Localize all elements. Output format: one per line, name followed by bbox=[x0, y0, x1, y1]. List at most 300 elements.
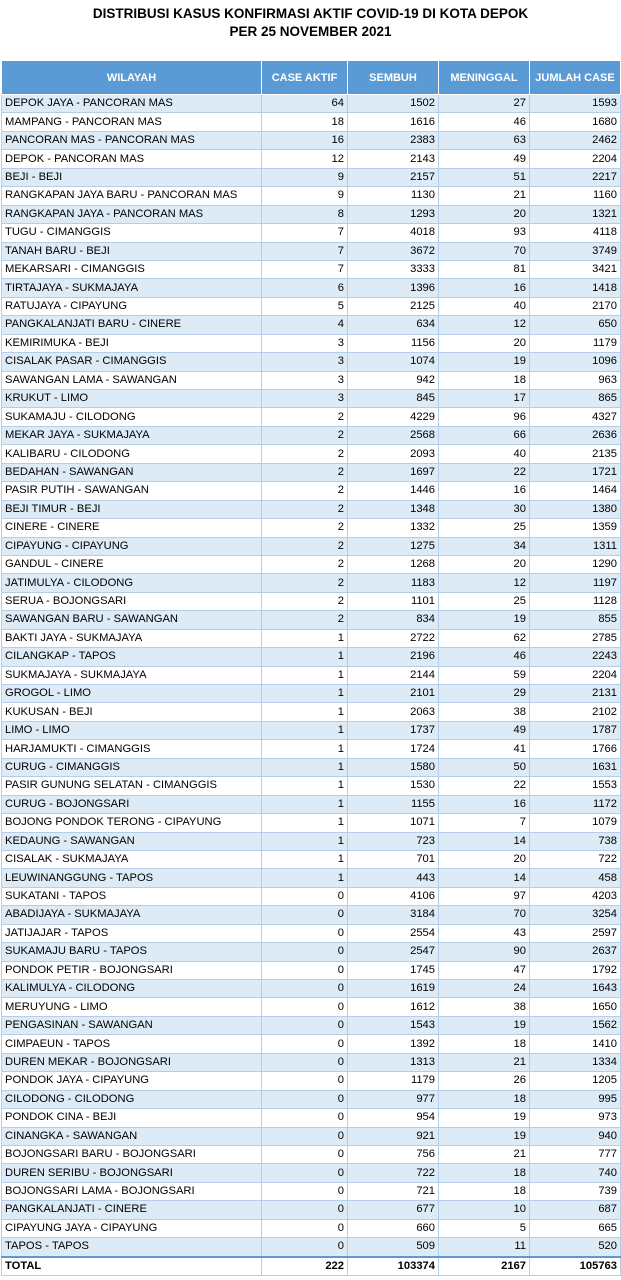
sembuh-cell: 3333 bbox=[348, 260, 439, 278]
table-row bbox=[2, 445, 621, 463]
wilayah-cell: MAMPANG - PANCORAN MAS bbox=[2, 113, 262, 131]
sembuh-cell: 1612 bbox=[348, 998, 439, 1016]
wilayah-cell: CINERE - CINERE bbox=[2, 519, 262, 537]
sembuh-cell: 1737 bbox=[348, 721, 439, 739]
table-row bbox=[2, 777, 621, 795]
case-aktif-cell: 2 bbox=[262, 408, 348, 426]
sembuh-cell: 1616 bbox=[348, 113, 439, 131]
wilayah-cell: PASIR GUNUNG SELATAN - CIMANGGIS bbox=[2, 777, 262, 795]
case-aktif-cell: 2 bbox=[262, 482, 348, 500]
wilayah-cell: DEPOK - PANCORAN MAS bbox=[2, 150, 262, 168]
case-aktif-cell: 1 bbox=[262, 740, 348, 758]
wilayah-cell: KRUKUT - LIMO bbox=[2, 390, 262, 408]
meninggal-cell: 29 bbox=[439, 685, 530, 703]
table-row bbox=[2, 1016, 621, 1034]
case-aktif-cell: 2 bbox=[262, 500, 348, 518]
sembuh-cell: 2144 bbox=[348, 666, 439, 684]
wilayah-cell: BEJI TIMUR - BEJI bbox=[2, 500, 262, 518]
table-row bbox=[2, 998, 621, 1016]
wilayah-cell: KALIMULYA - CILODONG bbox=[2, 980, 262, 998]
table-row bbox=[2, 297, 621, 315]
jumlah-case-cell: 1311 bbox=[530, 537, 621, 555]
jumlah-case-cell: 1562 bbox=[530, 1016, 621, 1034]
table-row bbox=[2, 814, 621, 832]
table-row bbox=[2, 371, 621, 389]
case-aktif-cell: 0 bbox=[262, 943, 348, 961]
table-body bbox=[2, 95, 621, 1257]
meninggal-cell: 18 bbox=[439, 371, 530, 389]
jumlah-case-cell: 687 bbox=[530, 1201, 621, 1219]
sembuh-cell: 721 bbox=[348, 1182, 439, 1200]
jumlah-case-cell: 1464 bbox=[530, 482, 621, 500]
case-aktif-cell: 1 bbox=[262, 758, 348, 776]
table-row bbox=[2, 1145, 621, 1163]
wilayah-cell: MEKAR JAYA - SUKMAJAYA bbox=[2, 426, 262, 444]
wilayah-cell: PANGKALANJATI BARU - CINERE bbox=[2, 316, 262, 334]
total-sembuh: 103374 bbox=[348, 1257, 439, 1276]
case-aktif-cell: 7 bbox=[262, 242, 348, 260]
sembuh-cell: 2101 bbox=[348, 685, 439, 703]
wilayah-cell: SAWANGAN BARU - SAWANGAN bbox=[2, 611, 262, 629]
col-header-case-aktif: CASE AKTIF bbox=[262, 61, 348, 95]
jumlah-case-cell: 1179 bbox=[530, 334, 621, 352]
table-row bbox=[2, 1201, 621, 1219]
jumlah-case-cell: 1321 bbox=[530, 205, 621, 223]
table-row bbox=[2, 924, 621, 942]
case-aktif-cell: 0 bbox=[262, 1053, 348, 1071]
wilayah-cell: TANAH BARU - BEJI bbox=[2, 242, 262, 260]
meninggal-cell: 49 bbox=[439, 150, 530, 168]
sembuh-cell: 4229 bbox=[348, 408, 439, 426]
jumlah-case-cell: 1721 bbox=[530, 463, 621, 481]
total-row bbox=[2, 1257, 621, 1276]
jumlah-case-cell: 739 bbox=[530, 1182, 621, 1200]
wilayah-cell: MERUYUNG - LIMO bbox=[2, 998, 262, 1016]
sembuh-cell: 834 bbox=[348, 611, 439, 629]
jumlah-case-cell: 1650 bbox=[530, 998, 621, 1016]
sembuh-cell: 1745 bbox=[348, 961, 439, 979]
case-aktif-cell: 12 bbox=[262, 150, 348, 168]
jumlah-case-cell: 2131 bbox=[530, 685, 621, 703]
sembuh-cell: 1074 bbox=[348, 353, 439, 371]
case-aktif-cell: 1 bbox=[262, 685, 348, 703]
wilayah-cell: KEDAUNG - SAWANGAN bbox=[2, 832, 262, 850]
case-aktif-cell: 2 bbox=[262, 519, 348, 537]
wilayah-cell: DUREN MEKAR - BOJONGSARI bbox=[2, 1053, 262, 1071]
sembuh-cell: 1101 bbox=[348, 592, 439, 610]
wilayah-cell: SERUA - BOJONGSARI bbox=[2, 592, 262, 610]
jumlah-case-cell: 1197 bbox=[530, 574, 621, 592]
jumlah-case-cell: 1787 bbox=[530, 721, 621, 739]
meninggal-cell: 38 bbox=[439, 998, 530, 1016]
sembuh-cell: 1530 bbox=[348, 777, 439, 795]
jumlah-case-cell: 1766 bbox=[530, 740, 621, 758]
meninggal-cell: 41 bbox=[439, 740, 530, 758]
meninggal-cell: 93 bbox=[439, 224, 530, 242]
title-line-1: DISTRIBUSI KASUS KONFIRMASI AKTIF COVID-19 DI KOTA DEPOK bbox=[92, 6, 529, 21]
wilayah-cell: PENGASINAN - SAWANGAN bbox=[2, 1016, 262, 1034]
table-row bbox=[2, 279, 621, 297]
sembuh-cell: 1543 bbox=[348, 1016, 439, 1034]
case-aktif-cell: 18 bbox=[262, 113, 348, 131]
sembuh-cell: 4106 bbox=[348, 887, 439, 905]
meninggal-cell: 63 bbox=[439, 131, 530, 149]
wilayah-cell: HARJAMUKTI - CIMANGGIS bbox=[2, 740, 262, 758]
table-row bbox=[2, 150, 621, 168]
jumlah-case-cell: 1643 bbox=[530, 980, 621, 998]
meninggal-cell: 40 bbox=[439, 445, 530, 463]
case-aktif-cell: 8 bbox=[262, 205, 348, 223]
case-aktif-cell: 6 bbox=[262, 279, 348, 297]
jumlah-case-cell: 1096 bbox=[530, 353, 621, 371]
wilayah-cell: CIPAYUNG - CIPAYUNG bbox=[2, 537, 262, 555]
table-row bbox=[2, 629, 621, 647]
sembuh-cell: 845 bbox=[348, 390, 439, 408]
table-row bbox=[2, 961, 621, 979]
case-aktif-cell: 3 bbox=[262, 353, 348, 371]
case-aktif-cell: 1 bbox=[262, 648, 348, 666]
case-aktif-cell: 1 bbox=[262, 850, 348, 868]
jumlah-case-cell: 722 bbox=[530, 850, 621, 868]
table-row bbox=[2, 1109, 621, 1127]
table-row bbox=[2, 980, 621, 998]
wilayah-cell: CILODONG - CILODONG bbox=[2, 1090, 262, 1108]
case-aktif-cell: 0 bbox=[262, 1182, 348, 1200]
jumlah-case-cell: 777 bbox=[530, 1145, 621, 1163]
col-header-jumlah-case: JUMLAH CASE bbox=[530, 61, 621, 95]
total-label: TOTAL bbox=[2, 1257, 262, 1276]
wilayah-cell: ABADIJAYA - SUKMAJAYA bbox=[2, 906, 262, 924]
table-row bbox=[2, 832, 621, 850]
table-row bbox=[2, 1035, 621, 1053]
meninggal-cell: 21 bbox=[439, 1053, 530, 1071]
meninggal-cell: 62 bbox=[439, 629, 530, 647]
sembuh-cell: 509 bbox=[348, 1238, 439, 1257]
meninggal-cell: 16 bbox=[439, 279, 530, 297]
jumlah-case-cell: 1631 bbox=[530, 758, 621, 776]
jumlah-case-cell: 2170 bbox=[530, 297, 621, 315]
sembuh-cell: 1332 bbox=[348, 519, 439, 537]
jumlah-case-cell: 2243 bbox=[530, 648, 621, 666]
table-row bbox=[2, 95, 621, 113]
report-title bbox=[0, 0, 621, 55]
case-aktif-cell: 2 bbox=[262, 445, 348, 463]
wilayah-cell: DUREN SERIBU - BOJONGSARI bbox=[2, 1164, 262, 1182]
sembuh-cell: 1313 bbox=[348, 1053, 439, 1071]
wilayah-cell: CISALAK - SUKMAJAYA bbox=[2, 850, 262, 868]
table-row bbox=[2, 1090, 621, 1108]
table-row bbox=[2, 408, 621, 426]
meninggal-cell: 18 bbox=[439, 1182, 530, 1200]
wilayah-cell: LEUWINANGGUNG - TAPOS bbox=[2, 869, 262, 887]
meninggal-cell: 14 bbox=[439, 832, 530, 850]
meninggal-cell: 24 bbox=[439, 980, 530, 998]
meninggal-cell: 7 bbox=[439, 814, 530, 832]
jumlah-case-cell: 865 bbox=[530, 390, 621, 408]
case-aktif-cell: 0 bbox=[262, 998, 348, 1016]
jumlah-case-cell: 4203 bbox=[530, 887, 621, 905]
case-aktif-cell: 0 bbox=[262, 1145, 348, 1163]
wilayah-cell: BOJONGSARI BARU - BOJONGSARI bbox=[2, 1145, 262, 1163]
wilayah-cell: GANDUL - CINERE bbox=[2, 555, 262, 573]
wilayah-cell: BAKTI JAYA - SUKMAJAYA bbox=[2, 629, 262, 647]
sembuh-cell: 1396 bbox=[348, 279, 439, 297]
jumlah-case-cell: 1172 bbox=[530, 795, 621, 813]
meninggal-cell: 22 bbox=[439, 463, 530, 481]
case-aktif-cell: 0 bbox=[262, 1201, 348, 1219]
wilayah-cell: JATIJAJAR - TAPOS bbox=[2, 924, 262, 942]
table-row bbox=[2, 1219, 621, 1237]
meninggal-cell: 66 bbox=[439, 426, 530, 444]
wilayah-cell: KALIBARU - CILODONG bbox=[2, 445, 262, 463]
meninggal-cell: 21 bbox=[439, 187, 530, 205]
table-row bbox=[2, 685, 621, 703]
jumlah-case-cell: 1380 bbox=[530, 500, 621, 518]
meninggal-cell: 11 bbox=[439, 1238, 530, 1257]
meninggal-cell: 10 bbox=[439, 1201, 530, 1219]
meninggal-cell: 38 bbox=[439, 703, 530, 721]
case-aktif-cell: 0 bbox=[262, 1090, 348, 1108]
meninggal-cell: 46 bbox=[439, 113, 530, 131]
meninggal-cell: 97 bbox=[439, 887, 530, 905]
jumlah-case-cell: 650 bbox=[530, 316, 621, 334]
jumlah-case-cell: 1792 bbox=[530, 961, 621, 979]
meninggal-cell: 46 bbox=[439, 648, 530, 666]
sembuh-cell: 954 bbox=[348, 1109, 439, 1127]
sembuh-cell: 1446 bbox=[348, 482, 439, 500]
sembuh-cell: 1155 bbox=[348, 795, 439, 813]
table-row bbox=[2, 906, 621, 924]
sembuh-cell: 2722 bbox=[348, 629, 439, 647]
sembuh-cell: 634 bbox=[348, 316, 439, 334]
table-row bbox=[2, 113, 621, 131]
sembuh-cell: 1392 bbox=[348, 1035, 439, 1053]
table-row bbox=[2, 1182, 621, 1200]
total-case-aktif: 222 bbox=[262, 1257, 348, 1276]
jumlah-case-cell: 1334 bbox=[530, 1053, 621, 1071]
case-aktif-cell: 1 bbox=[262, 777, 348, 795]
sembuh-cell: 1268 bbox=[348, 555, 439, 573]
jumlah-case-cell: 1410 bbox=[530, 1035, 621, 1053]
meninggal-cell: 19 bbox=[439, 1016, 530, 1034]
sembuh-cell: 1183 bbox=[348, 574, 439, 592]
table-row bbox=[2, 205, 621, 223]
case-aktif-cell: 3 bbox=[262, 371, 348, 389]
wilayah-cell: CINANGKA - SAWANGAN bbox=[2, 1127, 262, 1145]
case-aktif-cell: 7 bbox=[262, 224, 348, 242]
table-row bbox=[2, 353, 621, 371]
sembuh-cell: 4018 bbox=[348, 224, 439, 242]
jumlah-case-cell: 2217 bbox=[530, 168, 621, 186]
wilayah-cell: MEKARSARI - CIMANGGIS bbox=[2, 260, 262, 278]
table-row bbox=[2, 850, 621, 868]
sembuh-cell: 921 bbox=[348, 1127, 439, 1145]
case-aktif-cell: 0 bbox=[262, 887, 348, 905]
case-aktif-cell: 9 bbox=[262, 187, 348, 205]
case-aktif-cell: 0 bbox=[262, 1109, 348, 1127]
table-row bbox=[2, 519, 621, 537]
meninggal-cell: 47 bbox=[439, 961, 530, 979]
meninggal-cell: 26 bbox=[439, 1072, 530, 1090]
table-row bbox=[2, 721, 621, 739]
table-row bbox=[2, 758, 621, 776]
table-row bbox=[2, 390, 621, 408]
jumlah-case-cell: 855 bbox=[530, 611, 621, 629]
jumlah-case-cell: 2636 bbox=[530, 426, 621, 444]
jumlah-case-cell: 738 bbox=[530, 832, 621, 850]
jumlah-case-cell: 2102 bbox=[530, 703, 621, 721]
wilayah-cell: TAPOS - TAPOS bbox=[2, 1238, 262, 1257]
sembuh-cell: 1293 bbox=[348, 205, 439, 223]
jumlah-case-cell: 4327 bbox=[530, 408, 621, 426]
case-aktif-cell: 0 bbox=[262, 1072, 348, 1090]
sembuh-cell: 1156 bbox=[348, 334, 439, 352]
wilayah-cell: BOJONG PONDOK TERONG - CIPAYUNG bbox=[2, 814, 262, 832]
total-meninggal: 2167 bbox=[439, 1257, 530, 1276]
case-aktif-cell: 2 bbox=[262, 611, 348, 629]
sembuh-cell: 2157 bbox=[348, 168, 439, 186]
jumlah-case-cell: 963 bbox=[530, 371, 621, 389]
jumlah-case-cell: 3421 bbox=[530, 260, 621, 278]
table-row bbox=[2, 500, 621, 518]
table-row bbox=[2, 666, 621, 684]
meninggal-cell: 34 bbox=[439, 537, 530, 555]
jumlah-case-cell: 1418 bbox=[530, 279, 621, 297]
wilayah-cell: SUKATANI - TAPOS bbox=[2, 887, 262, 905]
meninggal-cell: 49 bbox=[439, 721, 530, 739]
case-aktif-cell: 1 bbox=[262, 814, 348, 832]
table-row bbox=[2, 1164, 621, 1182]
table-row bbox=[2, 224, 621, 242]
table-row bbox=[2, 740, 621, 758]
meninggal-cell: 16 bbox=[439, 482, 530, 500]
table-row bbox=[2, 260, 621, 278]
sembuh-cell: 3672 bbox=[348, 242, 439, 260]
jumlah-case-cell: 2204 bbox=[530, 666, 621, 684]
table-row bbox=[2, 537, 621, 555]
case-aktif-cell: 1 bbox=[262, 795, 348, 813]
sembuh-cell: 1179 bbox=[348, 1072, 439, 1090]
meninggal-cell: 18 bbox=[439, 1035, 530, 1053]
table-row bbox=[2, 869, 621, 887]
meninggal-cell: 59 bbox=[439, 666, 530, 684]
sembuh-cell: 443 bbox=[348, 869, 439, 887]
meninggal-cell: 21 bbox=[439, 1145, 530, 1163]
table-row bbox=[2, 1238, 621, 1257]
table-row bbox=[2, 316, 621, 334]
table-row bbox=[2, 611, 621, 629]
table-row bbox=[2, 795, 621, 813]
case-aktif-cell: 1 bbox=[262, 721, 348, 739]
table-row bbox=[2, 943, 621, 961]
jumlah-case-cell: 1553 bbox=[530, 777, 621, 795]
wilayah-cell: GROGOL - LIMO bbox=[2, 685, 262, 703]
covid-distribution-table bbox=[1, 60, 621, 1276]
table-row bbox=[2, 168, 621, 186]
meninggal-cell: 19 bbox=[439, 1109, 530, 1127]
sembuh-cell: 2383 bbox=[348, 131, 439, 149]
sembuh-cell: 660 bbox=[348, 1219, 439, 1237]
wilayah-cell: PASIR PUTIH - SAWANGAN bbox=[2, 482, 262, 500]
jumlah-case-cell: 1359 bbox=[530, 519, 621, 537]
case-aktif-cell: 0 bbox=[262, 1016, 348, 1034]
case-aktif-cell: 9 bbox=[262, 168, 348, 186]
wilayah-cell: KUKUSAN - BEJI bbox=[2, 703, 262, 721]
meninggal-cell: 16 bbox=[439, 795, 530, 813]
case-aktif-cell: 0 bbox=[262, 1238, 348, 1257]
jumlah-case-cell: 1128 bbox=[530, 592, 621, 610]
table-row bbox=[2, 426, 621, 444]
jumlah-case-cell: 1079 bbox=[530, 814, 621, 832]
table-row bbox=[2, 1127, 621, 1145]
table-row bbox=[2, 482, 621, 500]
meninggal-cell: 5 bbox=[439, 1219, 530, 1237]
sembuh-cell: 2125 bbox=[348, 297, 439, 315]
wilayah-cell: TIRTAJAYA - SUKMAJAYA bbox=[2, 279, 262, 297]
case-aktif-cell: 64 bbox=[262, 95, 348, 113]
wilayah-cell: PANCORAN MAS - PANCORAN MAS bbox=[2, 131, 262, 149]
meninggal-cell: 18 bbox=[439, 1164, 530, 1182]
sembuh-cell: 942 bbox=[348, 371, 439, 389]
case-aktif-cell: 16 bbox=[262, 131, 348, 149]
sembuh-cell: 1348 bbox=[348, 500, 439, 518]
jumlah-case-cell: 973 bbox=[530, 1109, 621, 1127]
case-aktif-cell: 0 bbox=[262, 924, 348, 942]
meninggal-cell: 19 bbox=[439, 1127, 530, 1145]
meninggal-cell: 30 bbox=[439, 500, 530, 518]
case-aktif-cell: 0 bbox=[262, 1127, 348, 1145]
table-row bbox=[2, 574, 621, 592]
wilayah-cell: CURUG - CIMANGGIS bbox=[2, 758, 262, 776]
sembuh-cell: 1130 bbox=[348, 187, 439, 205]
jumlah-case-cell: 2597 bbox=[530, 924, 621, 942]
case-aktif-cell: 3 bbox=[262, 334, 348, 352]
case-aktif-cell: 1 bbox=[262, 629, 348, 647]
col-header-wilayah: WILAYAH bbox=[2, 61, 262, 95]
meninggal-cell: 25 bbox=[439, 519, 530, 537]
jumlah-case-cell: 2637 bbox=[530, 943, 621, 961]
case-aktif-cell: 5 bbox=[262, 297, 348, 315]
meninggal-cell: 20 bbox=[439, 334, 530, 352]
table-row bbox=[2, 131, 621, 149]
jumlah-case-cell: 3749 bbox=[530, 242, 621, 260]
meninggal-cell: 18 bbox=[439, 1090, 530, 1108]
table-row bbox=[2, 242, 621, 260]
sembuh-cell: 1071 bbox=[348, 814, 439, 832]
wilayah-cell: DEPOK JAYA - PANCORAN MAS bbox=[2, 95, 262, 113]
table-row bbox=[2, 463, 621, 481]
case-aktif-cell: 7 bbox=[262, 260, 348, 278]
table-row bbox=[2, 1072, 621, 1090]
table-row bbox=[2, 648, 621, 666]
case-aktif-cell: 0 bbox=[262, 1035, 348, 1053]
sembuh-cell: 722 bbox=[348, 1164, 439, 1182]
meninggal-cell: 12 bbox=[439, 316, 530, 334]
total-jumlah-case: 105763 bbox=[530, 1257, 621, 1276]
sembuh-cell: 1502 bbox=[348, 95, 439, 113]
wilayah-cell: CIPAYUNG JAYA - CIPAYUNG bbox=[2, 1219, 262, 1237]
case-aktif-cell: 1 bbox=[262, 703, 348, 721]
jumlah-case-cell: 1290 bbox=[530, 555, 621, 573]
case-aktif-cell: 1 bbox=[262, 666, 348, 684]
table-row bbox=[2, 703, 621, 721]
jumlah-case-cell: 2135 bbox=[530, 445, 621, 463]
sembuh-cell: 2568 bbox=[348, 426, 439, 444]
title-line-2: PER 25 NOVEMBER 2021 bbox=[229, 24, 392, 39]
sembuh-cell: 701 bbox=[348, 850, 439, 868]
meninggal-cell: 90 bbox=[439, 943, 530, 961]
table-row bbox=[2, 592, 621, 610]
